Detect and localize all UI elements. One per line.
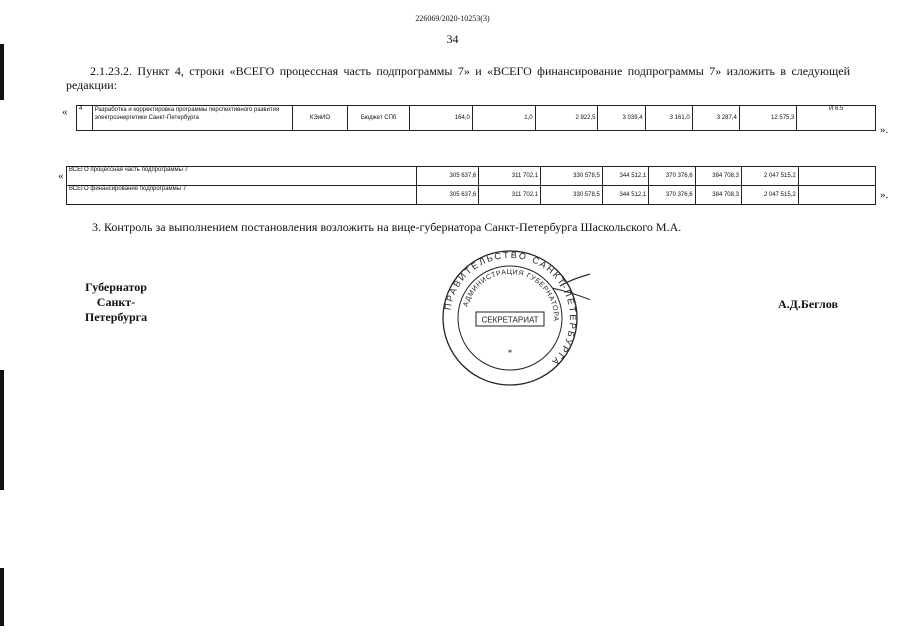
value-cell: 311 702,1: [479, 167, 541, 186]
quote-close-1: ».: [880, 124, 889, 136]
table-row: [67, 186, 876, 205]
table-row: [77, 106, 876, 131]
totals-table: [66, 166, 876, 205]
value-cell: 2 047 515,2: [742, 186, 799, 205]
position-line-2: Санкт-Петербурга: [84, 295, 148, 324]
total-label: ВСЕГО финансирование подпрограммы 7: [67, 186, 417, 205]
document-number: 226069/2020-10253(3): [415, 14, 490, 23]
quote-open-1: «: [62, 106, 68, 118]
scan-edge-mark-bottom: [0, 568, 4, 626]
row-number: 4: [77, 106, 93, 131]
value-cell: 330 578,5: [541, 186, 603, 205]
value-cell: 370 376,6: [649, 186, 695, 205]
value-cell: 2 047 515,2: [742, 167, 799, 186]
value-cell: 2 922,5: [535, 106, 598, 131]
funding-source-cell: Бюджет СПб: [348, 106, 410, 131]
value-cell: 3 039,4: [598, 106, 645, 131]
scan-edge-mark-top: [0, 44, 4, 100]
quote-open-2: «: [58, 170, 64, 182]
svg-text:*: *: [507, 348, 513, 358]
svg-text:АДМИНИСТРАЦИЯ ГУБЕРНАТОРА: АДМИНИСТРАЦИЯ ГУБЕРНАТОРА: [462, 268, 560, 322]
quote-close-2: ».: [880, 189, 889, 201]
value-cell: 164,0: [409, 106, 472, 131]
value-cell: 311 702,1: [479, 186, 541, 205]
position-line-1: Губернатор: [85, 280, 147, 294]
svg-text:ПРАВИТЕЛЬСТВО САНКТ-ПЕТЕРБУРГА: ПРАВИТЕЛЬСТВО САНКТ-ПЕТЕРБУРГА: [442, 249, 579, 369]
value-cell: 384 708,3: [695, 167, 741, 186]
paragraph-control: 3. Контроль за выполнением постановления возложить на вице-губернатора Санкт-Петербурга Шаскольского М.А.: [92, 220, 682, 234]
value-cell: 344 512,1: [602, 167, 648, 186]
table-row: [67, 167, 876, 186]
value-cell: 305 637,6: [417, 186, 479, 205]
official-seal: [440, 248, 590, 393]
program-item-table: [76, 105, 876, 131]
value-cell: 370 376,6: [649, 167, 695, 186]
value-cell: 12 575,3: [739, 106, 797, 131]
value-cell: 384 708,3: [695, 186, 741, 205]
scan-edge-mark-middle: [0, 370, 4, 490]
empty-cell: [798, 167, 875, 186]
svg-text:СЕКРЕТАРИАТ: СЕКРЕТАРИАТ: [481, 315, 539, 325]
value-cell: 1,0: [472, 106, 535, 131]
executor-cell: КЭиИО: [292, 106, 348, 131]
value-cell: 3 287,4: [692, 106, 739, 131]
signatory-position: [66, 280, 166, 325]
total-label: ВСЕГО процессная часть подпрограммы 7: [67, 167, 417, 186]
value-cell: 305 637,6: [417, 167, 479, 186]
empty-cell: [798, 186, 875, 205]
value-cell: 3 161,0: [645, 106, 692, 131]
value-cell: 344 512,1: [602, 186, 648, 205]
paragraph-amendment: 2.1.23.2. Пункт 4, строки «ВСЕГО процессная часть подпрограммы 7» и «ВСЕГО финансирование подпрограммы 7» изложить в следующей редакции:: [66, 64, 850, 92]
activity-name: Разработка и корректировка программы перспективного развития электроэнергетики Санкт-Петербурга: [92, 106, 292, 131]
indicator-cell: И 6.5: [797, 106, 876, 131]
page-number: 34: [446, 32, 459, 46]
value-cell: 330 578,5: [541, 167, 603, 186]
signatory-name: А.Д.Беглов: [778, 297, 838, 311]
